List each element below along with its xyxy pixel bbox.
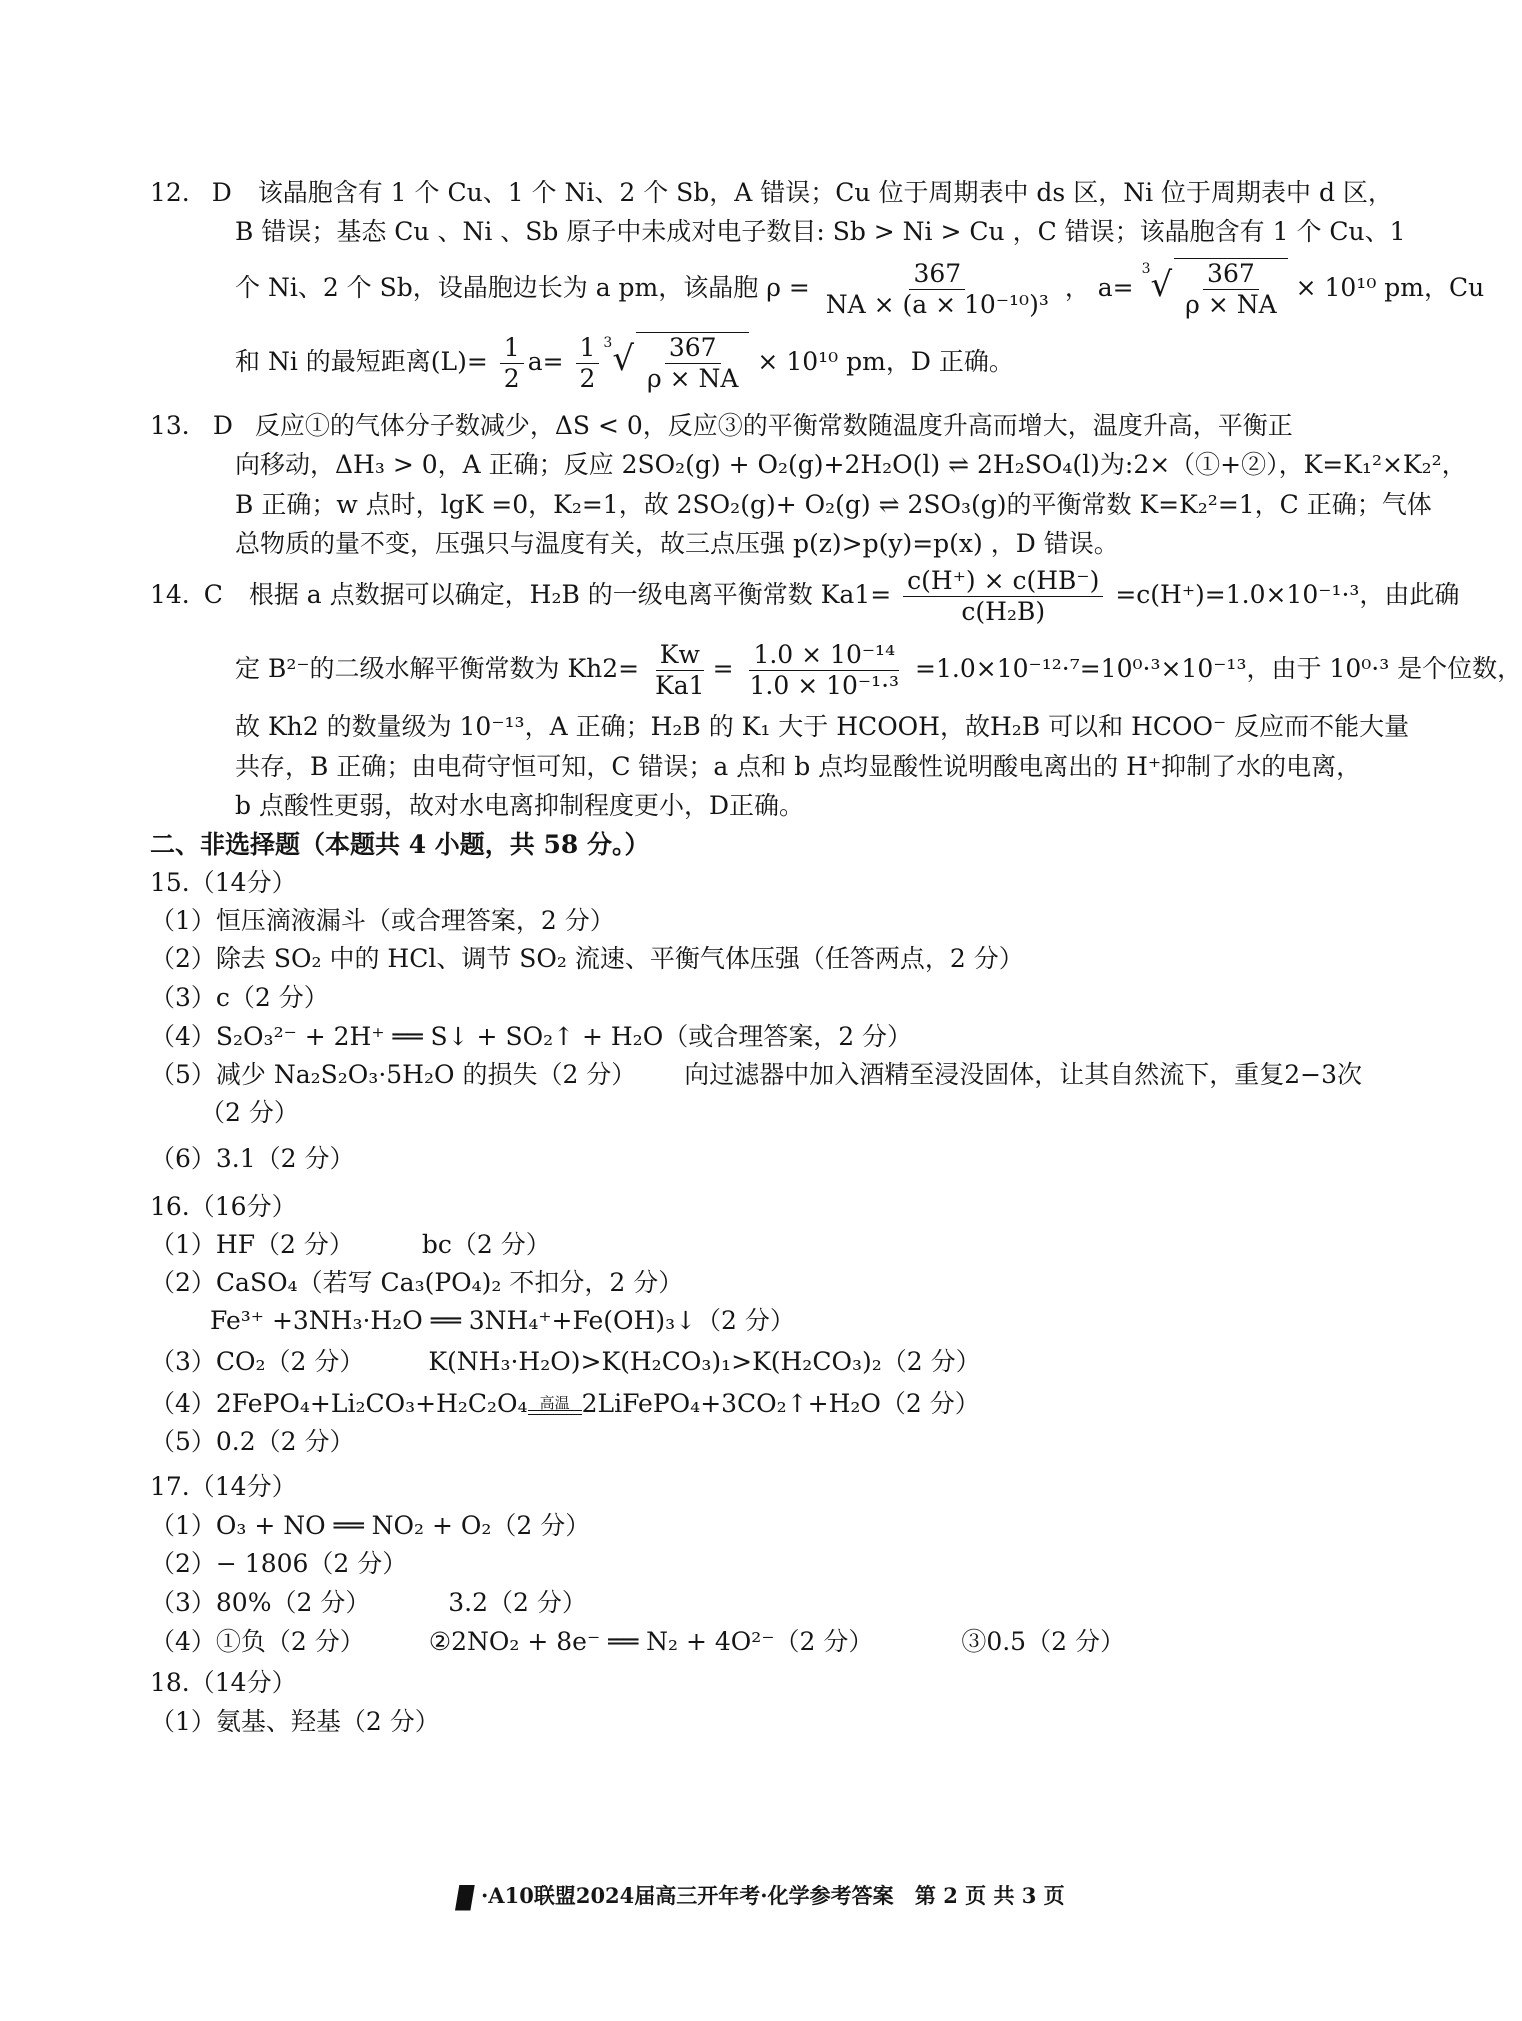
q15-answer-3: （3）c（2 分） — [150, 983, 329, 1012]
q17-answer-4c: ③0.5（2 分） — [961, 1627, 1125, 1656]
fraction-numerator: 367 — [909, 259, 965, 290]
fraction-numerator: 1 — [576, 333, 600, 364]
q17-answer-2: （2）− 1806（2 分） — [150, 1549, 408, 1578]
q15-header: 15.（14分） — [150, 868, 297, 897]
footer-page-number: 第 2 页 共 3 页 — [914, 1883, 1065, 1908]
q17-answer-1: （1）O₃ + NO ══ NO₂ + O₂（2 分） — [150, 1511, 591, 1540]
fraction-denominator: ρ × NA — [1185, 290, 1277, 319]
fraction-numerator: Kw — [656, 640, 704, 671]
section-heading: 二、非选择题（本题共 4 小题，共 58 分。） — [150, 830, 650, 859]
q12-number: 12. — [150, 178, 190, 207]
q16-answer-3b: K(NH₃·H₂O)>K(H₂CO₃)₁>K(H₂CO₃)₂（2 分） — [428, 1347, 981, 1376]
q13-answer: D — [212, 411, 233, 440]
q12-line-4 — [235, 332, 1014, 394]
q17-answer-4b: ②2NO₂ + 8e⁻ ══ N₂ + 4O²⁻（2 分） — [428, 1627, 874, 1656]
q16-answer-3 — [150, 1345, 981, 1379]
q16-answer-4 — [150, 1387, 980, 1421]
q14-text-2b: =1.0×10⁻¹²·⁷=10⁰·³×10⁻¹³，由于 10⁰·³ 是个位数， — [915, 654, 1522, 683]
q16-answer-2b: Fe³⁺ +3NH₃·H₂O ══ 3NH₄⁺+Fe(OH)₃↓（2 分） — [210, 1306, 795, 1335]
q12-line-3 — [235, 258, 1484, 320]
page-footer — [455, 1880, 1065, 1911]
publisher-logo-icon — [455, 1885, 477, 1911]
condition-label: 高温 — [539, 1394, 570, 1412]
q13-line-3: B 正确；w 点时，lgK =0，K₂=1，故 2SO₂(g)+ O₂(g) ⇌ 2SO₃(g)的平衡常数 K=K₂²=1，C 正确；气体 — [235, 490, 1432, 519]
q14-line-2: 定 B²⁻的二级水解平衡常数为 Kh2= $\frac{Kw}{Ka1}$ = $\frac{\text{1.0 × 10⁻¹⁴}}{\text{1.0 × 10⁻¹·³}}$ =1.0×10⁻¹²·⁷=10⁰·³×10⁻¹³，由于 10⁰·³ 是个位数， — [235, 640, 1522, 700]
q14-line-4: 共存，B 正确；由电荷守恒可知，C 错误；a 点和 b 点均显酸性说明酸电离出的 H⁺抑制了水的电离， — [235, 752, 1362, 781]
q17-header: 17.（14分） — [150, 1472, 297, 1501]
fraction-numerator: 1 — [500, 333, 524, 364]
fraction-numerator: 367 — [1203, 259, 1259, 290]
radical-sign: √ — [1150, 265, 1173, 305]
fraction-denominator: NA × (a × 10⁻¹⁰)³ — [825, 290, 1049, 319]
q14-text-2a: 定 B²⁻的二级水解平衡常数为 Kh2= — [235, 654, 640, 683]
fraction-denominator: Ka1 — [655, 671, 705, 700]
q14-text-1a: 根据 a 点数据可以确定，H₂B 的一级电离平衡常数 Ka1= — [248, 580, 892, 609]
radical-sign: √ — [612, 339, 634, 379]
cube-root-index: 3 — [603, 335, 613, 351]
q14-answer: C — [203, 580, 223, 609]
q12-density-fraction — [822, 259, 1053, 320]
q17-answer-4 — [150, 1625, 1125, 1659]
fraction-numerator: c(H⁺) × c(HB⁻) — [903, 566, 1103, 597]
q13-line-2: 向移动，ΔH₃ > 0，A 正确；反应 2SO₂(g) + O₂(g)+2H₂O(l) ⇌ 2H₂SO₄(l)为:2×（①+②），K=K₁²×K₂²， — [235, 450, 1467, 479]
q14-number: 14. — [150, 580, 190, 609]
fraction-numerator: 1.0 × 10⁻¹⁴ — [749, 640, 899, 671]
fraction-denominator: c(H₂B) — [961, 597, 1046, 626]
q12-text-4a: 和 Ni 的最短距离(L)= — [235, 347, 488, 376]
q13-line-4: 总物质的量不变，压强只与温度有关，故三点压强 p(z)>p(y)=p(x) ，D 错误。 — [235, 529, 1119, 558]
q12-line-2: B 错误；基态 Cu 、Ni 、Sb 原子中未成对电子数目: Sb > Ni > Cu ，C 错误；该晶胞含有 1 个 Cu、1 — [235, 217, 1406, 246]
q12-text-3a: 个 Ni、2 个 Sb，设晶胞边长为 a pm，该晶胞 ρ = — [235, 273, 810, 302]
fraction-denominator: ρ × NA — [647, 364, 739, 393]
q17-answer-3b: 3.2（2 分） — [448, 1588, 587, 1617]
q12-text-1: 该晶胞含有 1 个 Cu、1 个 Ni、2 个 Sb，A 错误；Cu 位于周期表中 ds 区，Ni 位于周期表中 d 区， — [257, 178, 1393, 207]
q16-answer-4b: 2LiFePO₄+3CO₂↑+H₂O（2 分） — [581, 1389, 980, 1418]
footer-title: ·A10联盟2024届高三开年考·化学参考答案 — [481, 1883, 894, 1908]
q18-answer-1: （1）氨基、羟基（2 分） — [150, 1707, 440, 1736]
q16-answer-3a: （3）CO₂（2 分） — [150, 1347, 365, 1376]
q13-number: 13． — [150, 411, 207, 440]
q12-text-4b: a= — [527, 347, 564, 376]
equals-bar — [528, 1410, 582, 1415]
q12-text-3b: ， a= — [1064, 273, 1134, 302]
q15-answer-5c: （2 分） — [200, 1098, 299, 1127]
q12-radical-2 — [636, 332, 749, 394]
q14-line-5: b 点酸性更弱，故对水电离抑制程度更小，D正确。 — [235, 791, 804, 820]
q13-text-1: 反应①的气体分子数减少，ΔS < 0，反应③的平衡常数随温度升高而增大，温度升高，平衡正 — [254, 411, 1293, 440]
q17-answer-3a: （3）80%（2 分） — [150, 1588, 371, 1617]
q12-text-4c: × 10¹⁰ pm，D 正确。 — [757, 347, 1014, 376]
q15-answer-5b: 向过滤器中加入酒精至浸没固体，让其自然流下，重复2−3次 — [684, 1060, 1363, 1089]
q15-answer-1: （1）恒压滴液漏斗（或合理答案，2 分） — [150, 906, 615, 935]
q16-answer-1 — [150, 1228, 551, 1262]
fraction-denominator: 2 — [579, 364, 596, 393]
q17-answer-4a: （4）①负（2 分） — [150, 1627, 365, 1656]
cube-root-index: 3 — [1141, 261, 1151, 277]
q15-answer-2: （2）除去 SO₂ 中的 HCl、调节 SO₂ 流速、平衡气体压强（任答两点，2 分） — [150, 944, 1024, 973]
q15-answer-5 — [150, 1058, 1362, 1092]
q15-answer-4: （4）S₂O₃²⁻ + 2H⁺ ══ S↓ + SO₂↑ + H₂O（或合理答案，2 分） — [150, 1022, 913, 1051]
fraction-denominator: 2 — [503, 364, 520, 393]
q17-answer-3 — [150, 1586, 587, 1620]
fraction-denominator: 1.0 × 10⁻¹·³ — [749, 671, 900, 700]
q12-radical-1 — [1174, 258, 1287, 320]
reaction-condition — [528, 1396, 582, 1415]
q16-answer-1b: bc（2 分） — [421, 1230, 551, 1259]
q14-line-1 — [150, 566, 1459, 627]
q18-header: 18.（14分） — [150, 1668, 297, 1697]
q16-header: 16.（16分） — [150, 1192, 297, 1221]
q16-answer-4a: （4）2FePO₄+Li₂CO₃+H₂C₂O₄ — [150, 1389, 528, 1418]
q12-answer: D — [211, 178, 232, 207]
q16-answer-2a: （2）CaSO₄（若写 Ca₃(PO₄)₂ 不扣分，2 分） — [150, 1268, 684, 1297]
q12-line-1 — [150, 176, 1393, 210]
q16-answer-1a: （1）HF（2 分） — [150, 1230, 354, 1259]
q14-line-3: 故 Kh2 的数量级为 10⁻¹³，A 正确；H₂B 的 K₁ 大于 HCOOH，故H₂B 可以和 HCOO⁻ 反应而不能大量 — [235, 712, 1410, 741]
q14-text-1b: =c(H⁺)=1.0×10⁻¹·³，由此确 — [1115, 580, 1460, 609]
fraction-numerator: 367 — [665, 333, 721, 364]
q13-line-1 — [150, 409, 1293, 443]
q15-answer-5a: （5）减少 Na₂S₂O₃·5H₂O 的损失（2 分） — [150, 1060, 637, 1089]
q12-text-3c: × 10¹⁰ pm，Cu — [1295, 273, 1485, 302]
q16-answer-5: （5）0.2（2 分） — [150, 1427, 355, 1456]
q15-answer-6: （6）3.1（2 分） — [150, 1144, 355, 1173]
